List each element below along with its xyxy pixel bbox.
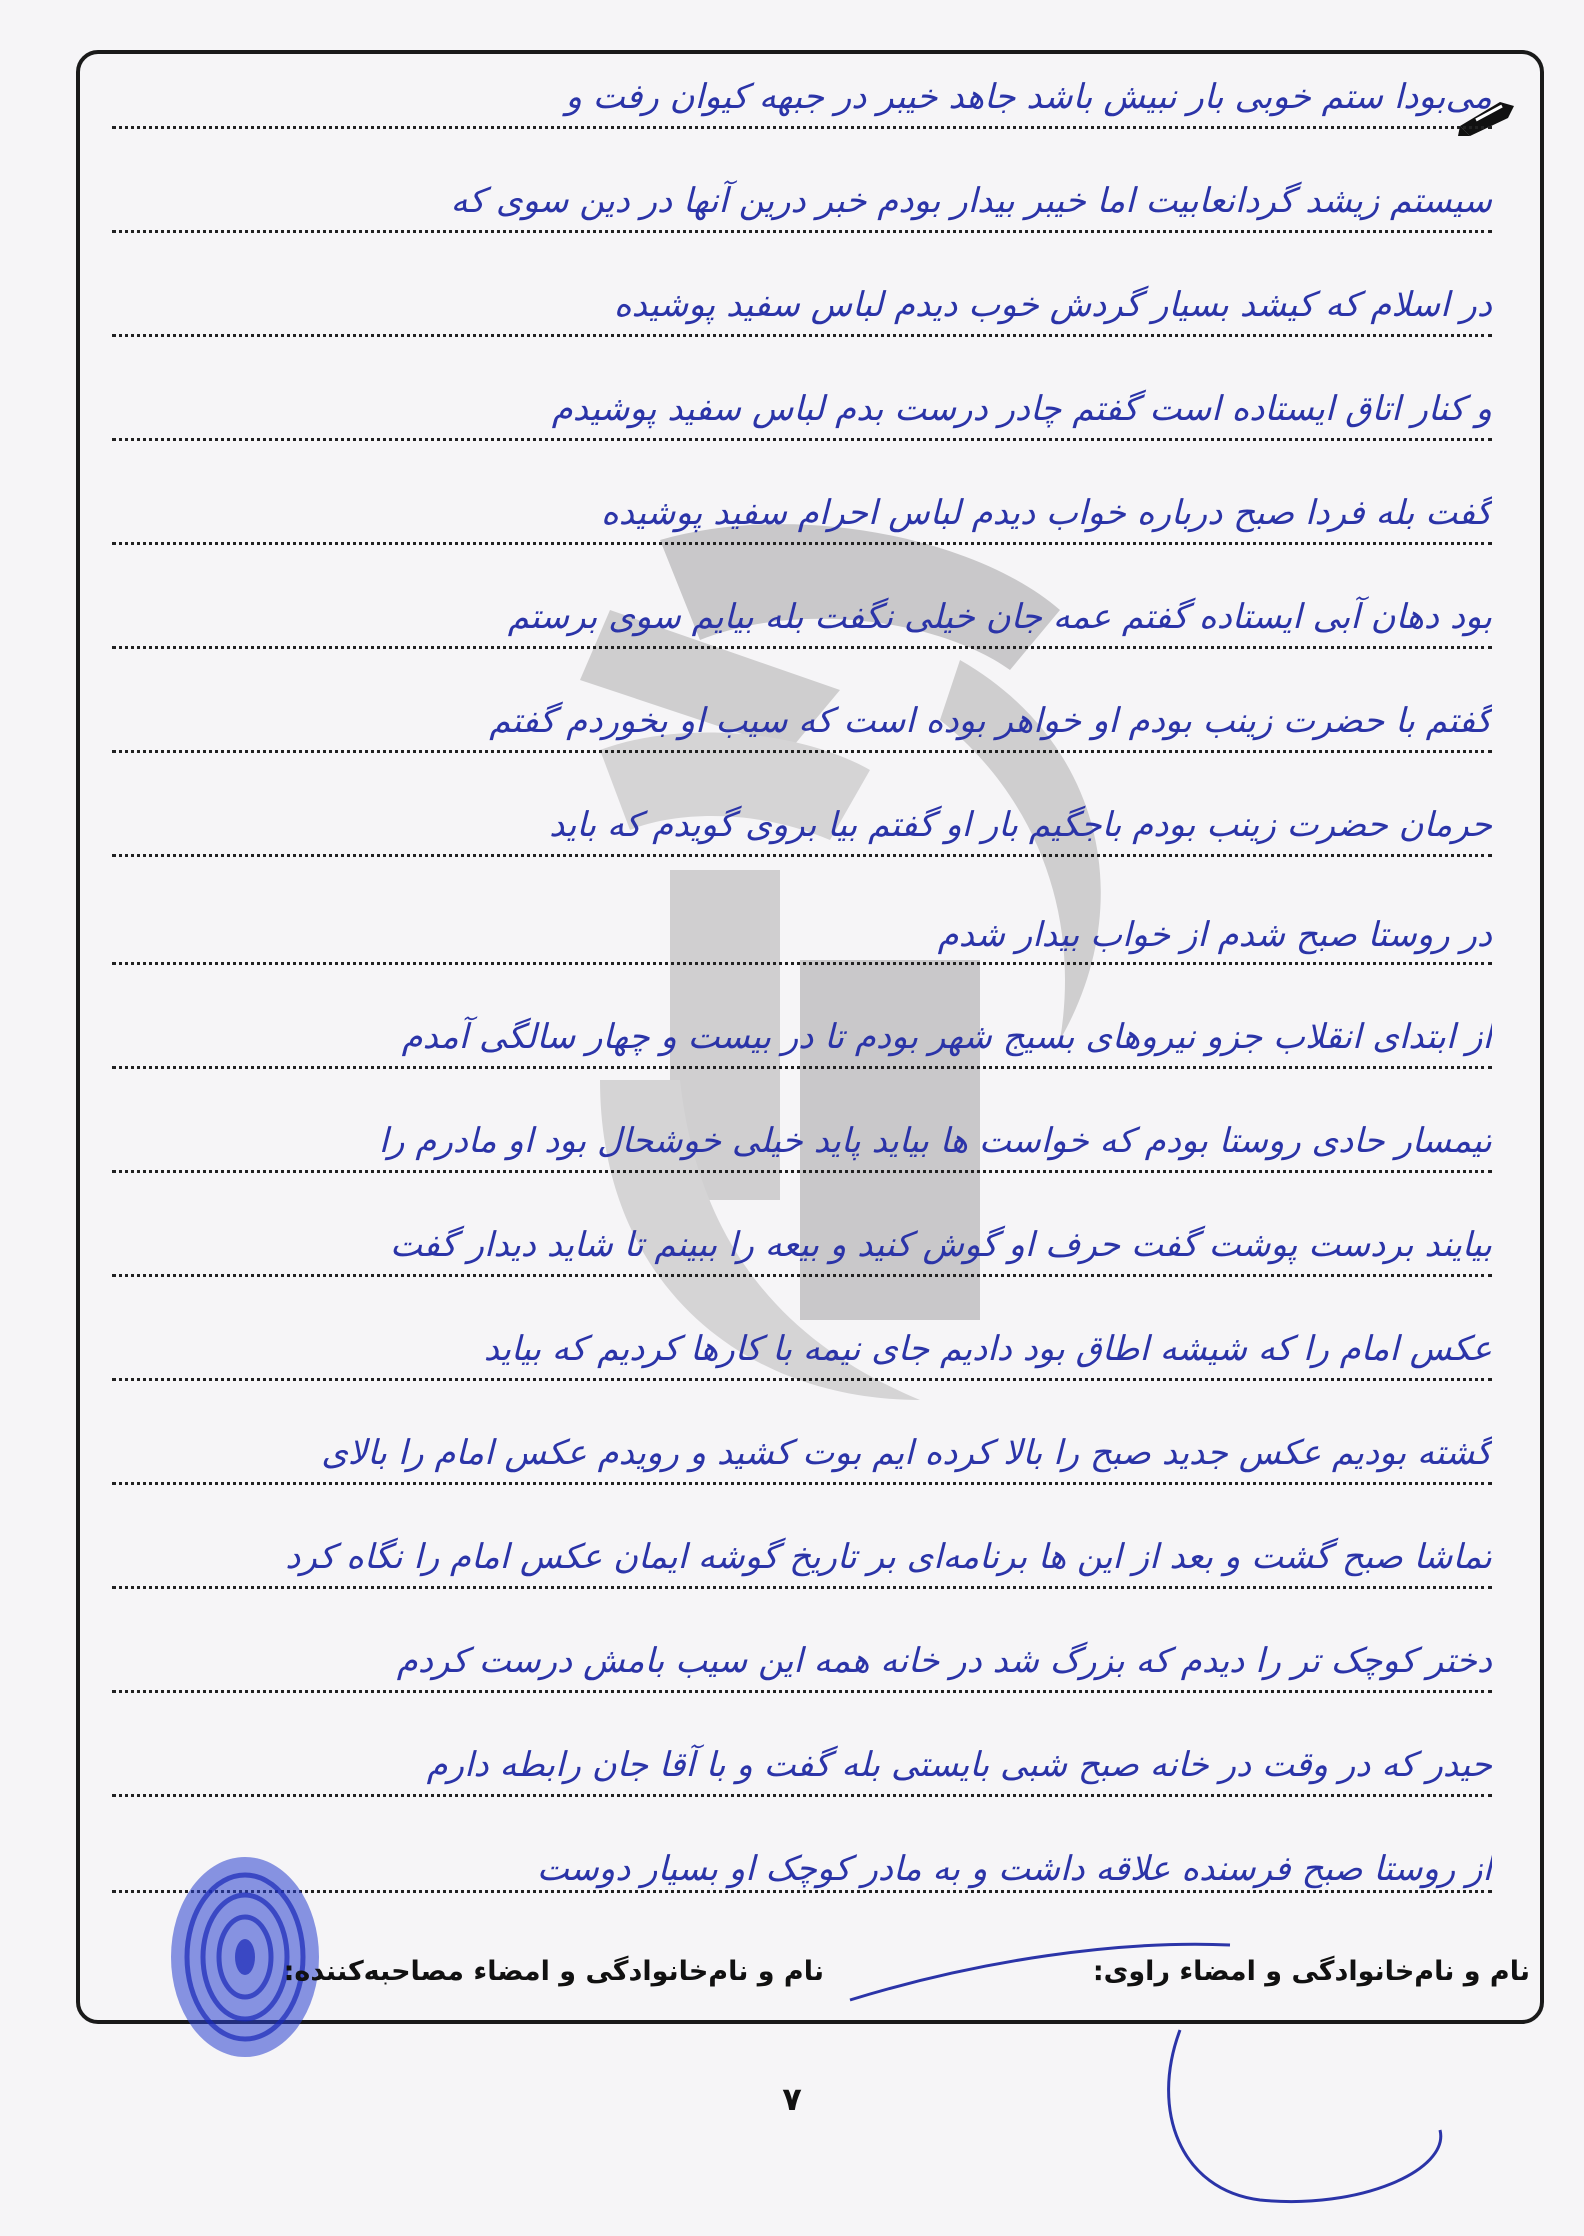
handwritten-line: تیمسار حادی روستا بودم که خواست ها بیاید پاید خیلی خوشحال بود او مادرم را [378,1121,1492,1161]
handwritten-line: حیدر که در وقت در خانه صبح شبی بایستی بله گفت و با آقا جان رابطه دارم [426,1745,1492,1785]
ruled-line [112,1794,1492,1797]
ruled-line [112,126,1492,129]
handwritten-line: و کنار اتاق ایستاده است گفتم چادر درست بدم لباس سفید پوشیدم [551,389,1492,429]
ruled-line [112,646,1492,649]
handwritten-line: بیایند بردست پوشت گفت حرف او گوش کنید و بیعه را ببینم تا شاید دیدار گفت [390,1225,1492,1265]
ruled-line [112,750,1492,753]
ruled-line [112,1378,1492,1381]
ruled-line [112,1690,1492,1693]
handwritten-line: می‌بودا ستم خوبی بار نبیش باشد جاهد خیبر در جبهه کیوان رفت و [565,77,1492,117]
ruled-line [112,1170,1492,1173]
signature-row [76,1950,1544,2010]
handwritten-line: سیستم زیشد گردانعابیت اما خیبر بیدار بودم خبر درین آنها در دین سوی که [450,181,1492,221]
ruled-line [112,1274,1492,1277]
ruled-line [112,854,1492,857]
handwritten-line: گفتم با حضرت زینب بودم او خواهر بوده است که سیب او بخوردم گفتم [489,701,1492,741]
handwritten-line: تماشا صبح گشت و بعد از این ها برنامه‌ای بر تاریخ گوشه ایمان عکس امام را نگاه کرد [285,1537,1492,1577]
narrator-signature-label: نام و نام‌خانوادگی و امضاء راوی: [1092,1956,1530,1987]
handwritten-line: در اسلام که کیشد بسیار گردش خوب دیدم لباس سفید پوشیده [613,285,1492,325]
handwritten-line: از روستا صبح فرسنده علاقه داشت و به مادر کوچک او بسیار دوست [536,1849,1492,1889]
handwritten-line: گفت بله فردا صبح درباره خواب دیدم لباس احرام سفید پوشیده [600,493,1492,533]
ruled-line [112,334,1492,337]
page-number: ۷ [782,2080,802,2118]
handwritten-line: دختر کوچک تر را دیدم که بزرگ شد در خانه همه این سیب بامش درست کردم [396,1641,1492,1681]
ruled-line [112,962,1492,965]
ruled-line [112,230,1492,233]
handwritten-line: بود دهان آبی ایستاده گفتم عمه جان خیلی نگفت بله بیایم سوی برستم [507,597,1492,637]
ruled-line [112,1066,1492,1069]
ruled-line [112,1586,1492,1589]
ruled-line [112,438,1492,441]
handwritten-line: حرمان حضرت زینب بودم باجگیم بار او گفتم بیا بروی گویدم که باید [549,805,1492,845]
ruled-line [112,1482,1492,1485]
ruled-line [112,542,1492,545]
handwritten-line: در روستا صبح شدم از خواب بیدار شدم [937,915,1492,955]
handwritten-line: عکس امام را که شیشه اطاق بود دادیم جای نیمه با کارها کردیم که بیاید [483,1329,1492,1369]
handwritten-line: از ابتدای انقلاب جزو نیروهای بسیج شهر بودم تا در بیست و چهار سالگی آمدم [401,1017,1492,1057]
interviewer-signature-label: نام و نام‌خانوادگی و امضاء مصاحبه‌کننده: [283,1956,824,1987]
handwritten-line: گشته بودیم عکس جدید صبح را بالا کرده ایم بوت کشید و رویدم عکس امام را بالای [321,1433,1492,1473]
